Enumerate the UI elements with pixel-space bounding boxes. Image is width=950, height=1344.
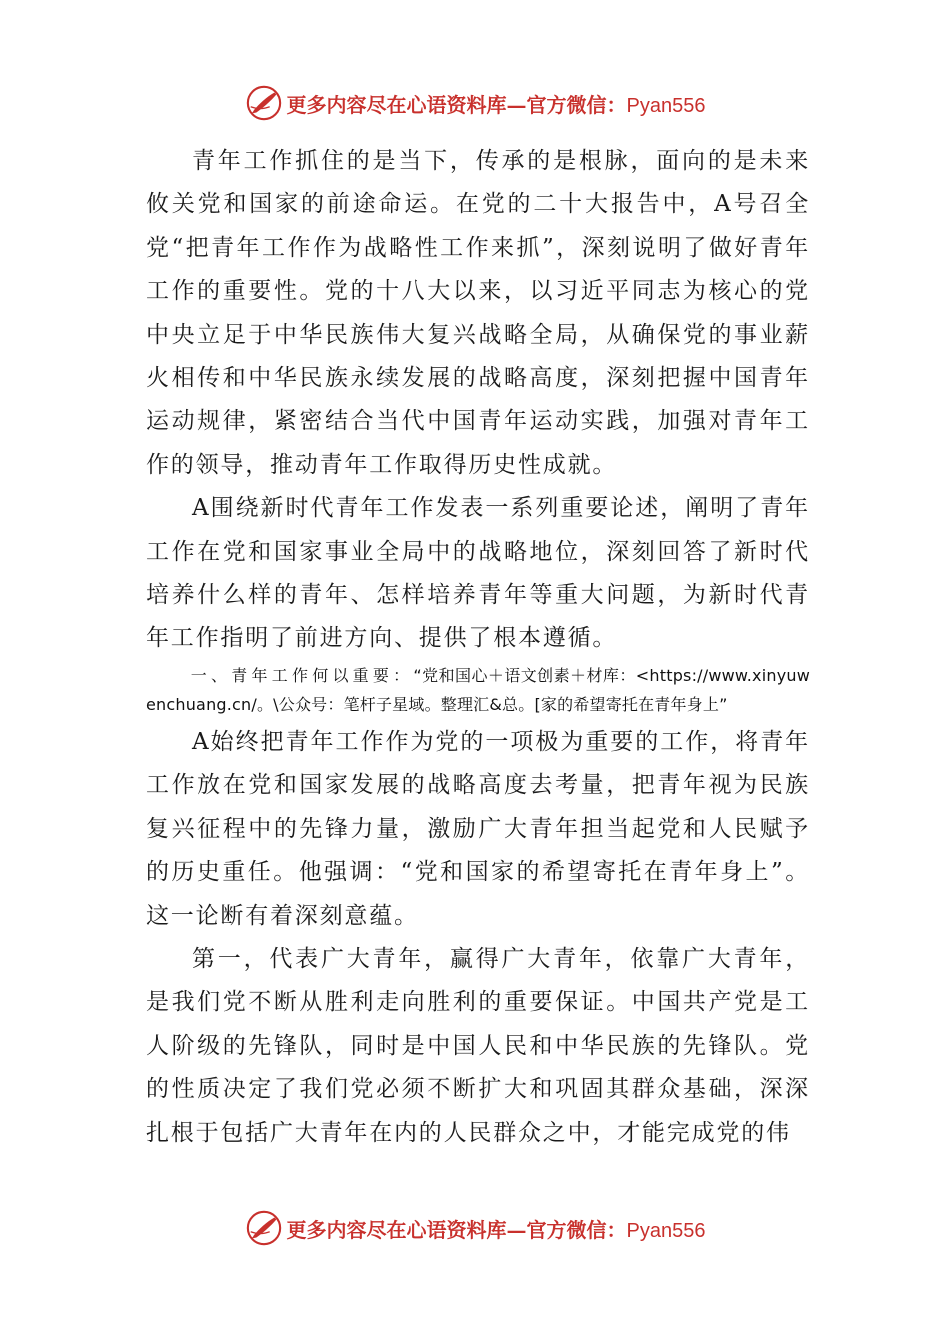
header-banner	[0, 84, 950, 122]
footer-banner	[0, 1209, 950, 1247]
section-heading	[146, 661, 810, 719]
paragraph: 第一，代表广大青年，赢得广大青年，依靠广大青年，是我们党不断从胜利走向胜利的重要保证。中国共产党是工人阶级的先锋队，同时是中国人民和中华民族的先锋队。党的性质决定了我们党必须不断扩大和巩固其群众基础，深深扎根于包括广大青年在内的人民群众之中，才能完成党的伟	[146, 945, 810, 1146]
paragraph: A围绕新时代青年工作发表一系列重要论述，阐明了青年工作在党和国家事业全局中的战略地位，深刻回答了新时代培养什么样的青年、怎样培养青年等重大问题，为新时代青年工作指明了前进方向、提供了根本遵循。	[146, 495, 810, 652]
pen-logo-icon	[245, 1209, 283, 1247]
paragraph: A始终把青年工作作为党的一项极为重要的工作，将青年工作放在党和国家发展的战略高度去考量，把青年视为民族复兴征程中的先锋力量，激励广大青年担当起党和人民赋予的历史重任。他强调：“党和国家的希望寄托在青年身上”。这一论断有着深刻意蕴。	[146, 728, 810, 929]
document-body	[146, 140, 810, 1155]
wechat-id: Pyan556	[626, 94, 706, 117]
section-heading-lead: 一、青年工作何以重要：	[190, 665, 414, 685]
paragraph: 青年工作抓住的是当下，传承的是根脉，面向的是未来攸关党和国家的前途命运。在党的二十大报告中，A号召全党“把青年工作作为战略性工作来抓”，深刻说明了做好青年工作的重要性。党的十八大以来，以习近平同志为核心的党中央立足于中华民族伟大复兴战略全局，从确保党的事业薪火相传和中华民族永续发展的战略高度，深刻把握中国青年运动规律，紧密结合当代中国青年运动实践，加强对青年工作的领导，推动青年工作取得历史性成就。	[146, 148, 810, 478]
section-heading-rest: “党和国心＋语文创素＋材库：<https://www.xinyuwenchuang.cn/。\公众号：笔杆子星域。整理汇&总。[家的希望寄托在青年身上”	[146, 665, 810, 714]
wechat-id: Pyan556	[626, 1219, 706, 1242]
pen-logo-icon	[245, 84, 283, 122]
banner-text: 更多内容尽在心语资料库—官方微信：Pyan556	[286, 1217, 706, 1242]
banner-text: 更多内容尽在心语资料库—官方微信：Pyan556	[286, 92, 706, 117]
